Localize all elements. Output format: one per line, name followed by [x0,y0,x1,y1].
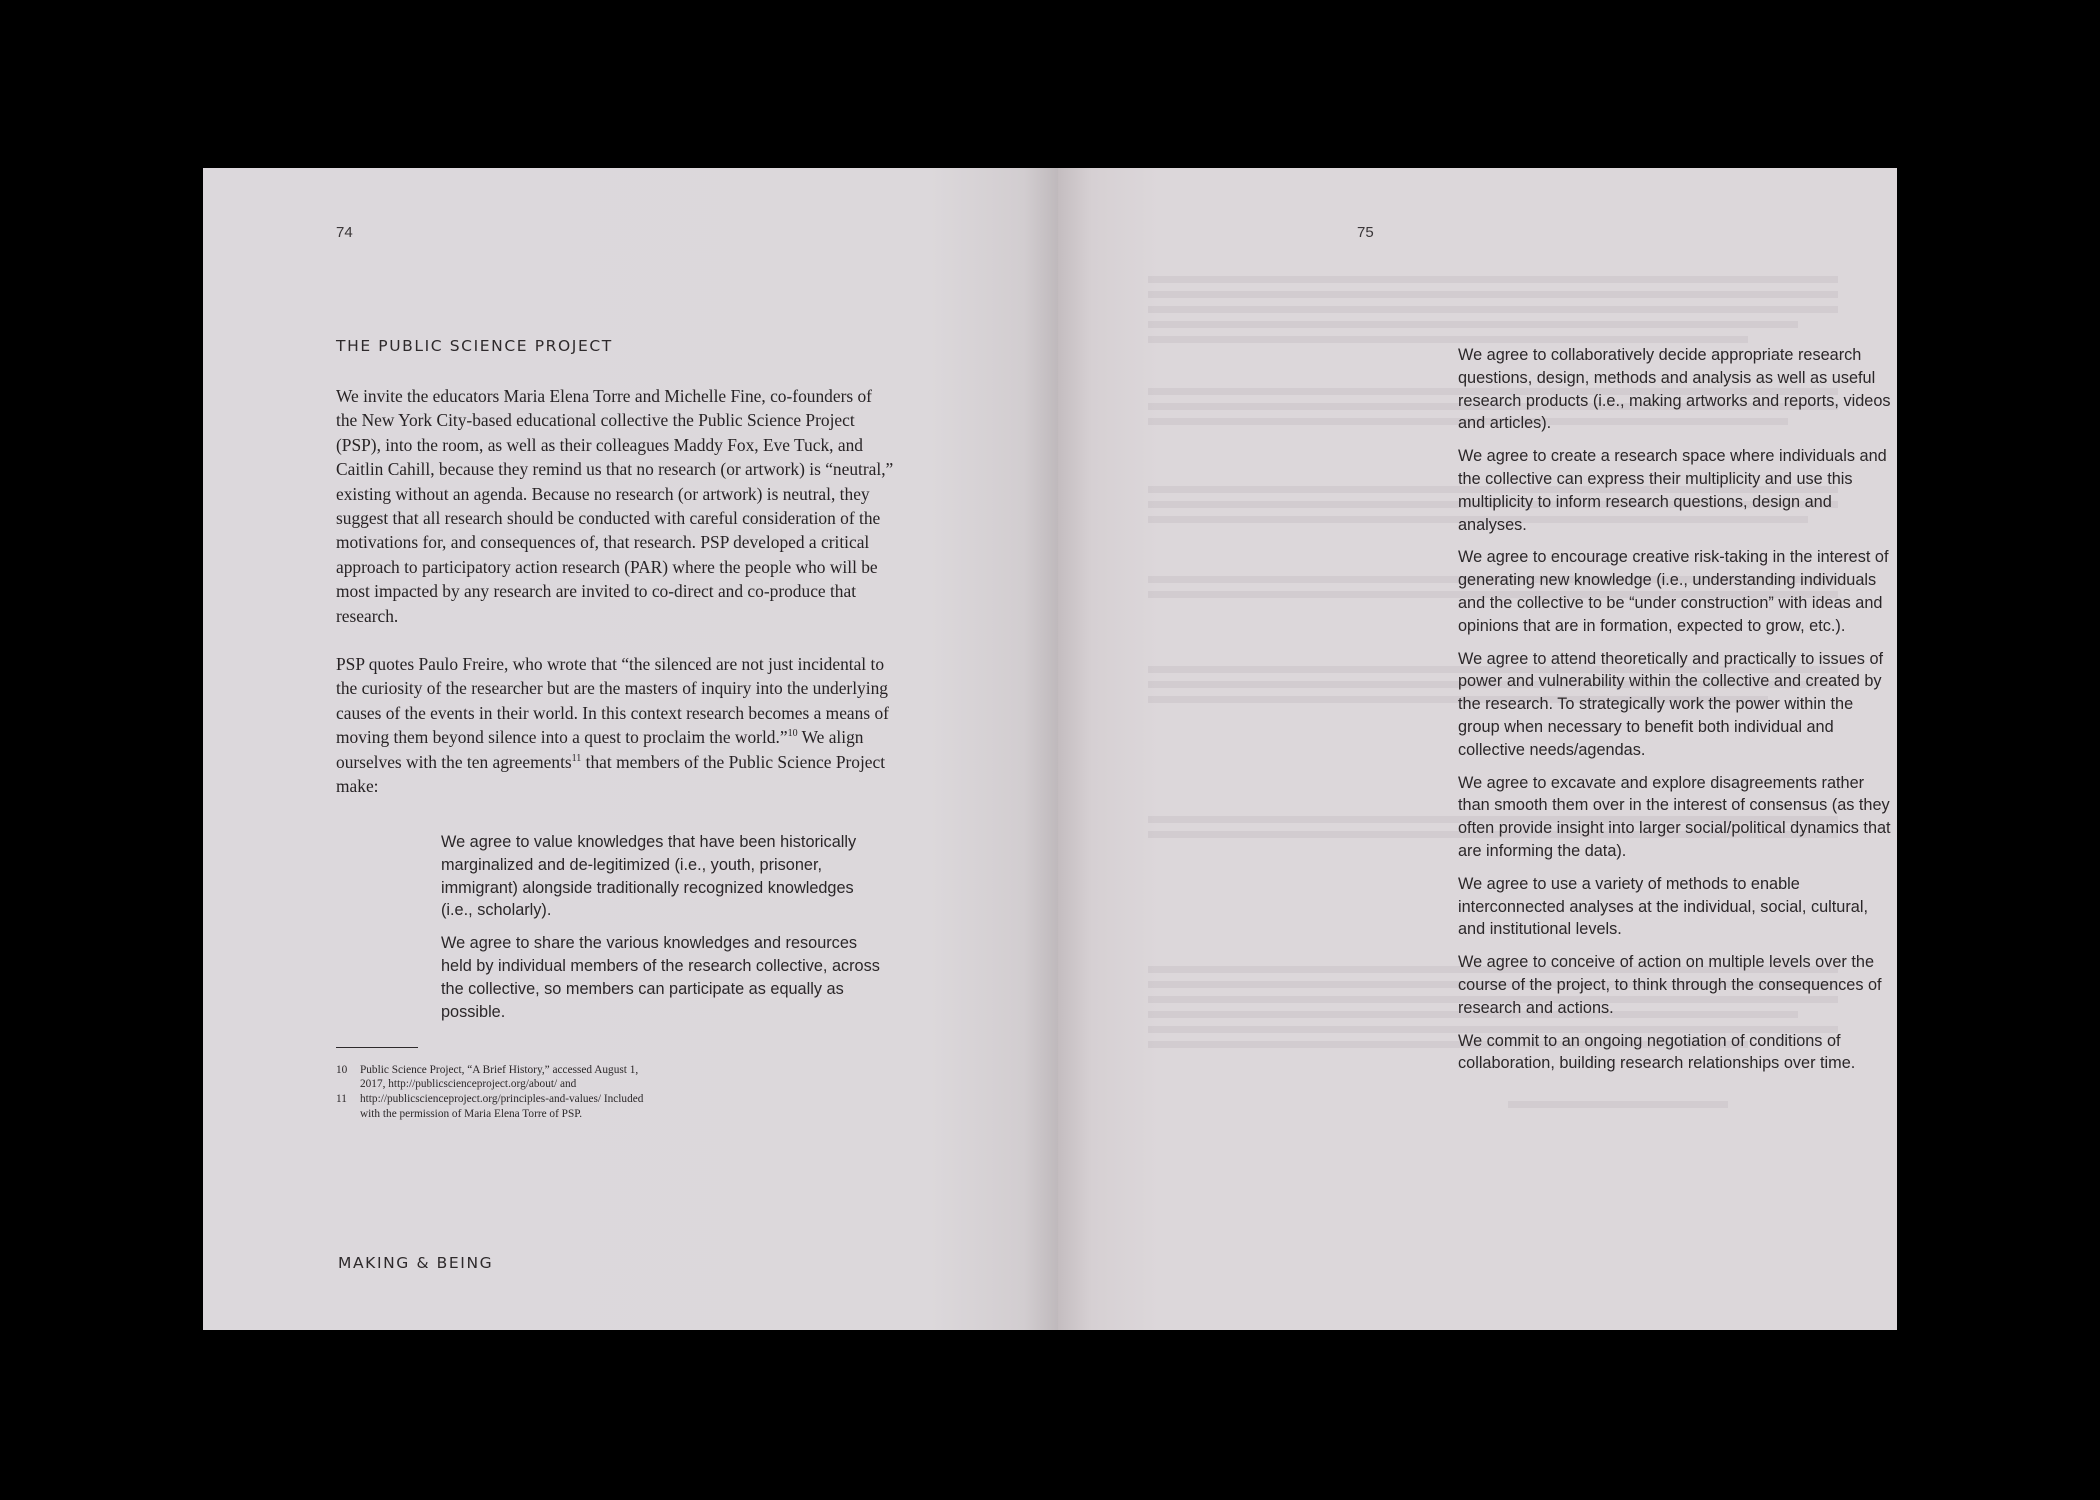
paragraph-text: We align ourselves with the ten agreements [336,727,864,772]
footnote-ref: 10 [787,728,798,740]
agreement-item: We agree to value knowledges that have been historically marginalized and de-legitimized (i.e., youth, prisoner, immigrant) alongside traditionally recognized knowledges (i.e., scholarly). [441,833,857,920]
page-number: 74 [336,224,353,241]
footnote-rule [336,1047,418,1048]
page-number: 75 [1357,224,1374,241]
book-title-footer: MAKING & BEING [338,1254,494,1272]
section-heading: THE PUBLIC SCIENCE PROJECT [336,337,613,355]
agreement-item: We commit to an ongoing negotiation of conditions of collaboration, building research relationships over time. [1458,1031,1856,1073]
paragraph-text: PSP quotes Paulo Freire, who wrote that “the silenced are not just incidental to the curiosity of the researcher but are the masters of inquiry into the underlying causes of the events in their world. In this context research becomes a means of moving them beyond silence into a quest to proclaim the world.” [336,654,889,748]
footnote-ref: 11 [571,752,582,764]
footnote-text: Public Science Project, “A Brief History,” accessed August 1, 2017, http://publicscienceproject.org/about/ and [360,1064,639,1091]
agreement-item: We agree to use a variety of methods to enable interconnected analyses at the individual, social, cultural, and institutional levels. [1458,874,1868,939]
left-page [203,168,1058,1330]
open-book-spread [203,168,1897,1330]
agreements-list [1458,344,1893,1085]
body-text [336,384,896,823]
paragraph [336,652,896,798]
agreement-item: We agree to share the various knowledges and resources held by individual members of the research collective, across the collective, so members can participate as equally as possible. [441,934,880,1021]
footnote-text: http://publicscienceproject.org/principles-and-values/ Included with the permission of Maria Elena Torre of PSP. [360,1093,644,1120]
paragraph-text: that members of the Public Science Project make: [336,751,886,797]
paragraph: We invite the educators Maria Elena Torre and Michelle Fine, co-founders of the New York City-based educational collective the Public Science Project (PSP), into the room, as well as their colleagues Maddy Fox, Eve Tuck, and Caitlin Cahill, because they remind us that no research (or artwork) is “neutral,” existing without an agenda. Because no research (or artwork) is neutral, they suggest that all research should be conducted with careful consideration of the motivations for, and consequences of, that research. PSP developed a critical approach to participatory action research (PAR) where the people who will be most impacted by any research are invited to co-direct and co-produce that research. [336,386,894,626]
agreement-item: We agree to conceive of action on multiple levels over the course of the project, to think through the consequences of research and actions. [1458,953,1882,1017]
agreement-item: We agree to collaboratively decide appropriate research questions, design, methods and analysis as well as useful research products (i.e., making artworks and reports, videos and articles). [1458,346,1891,433]
footnote [336,1092,656,1120]
footnotes [336,1063,656,1122]
right-page [1058,168,1897,1330]
agreement-item: We agree to create a research space where individuals and the collective can express their multiplicity and use this multiplicity to inform research questions, design and analyses. [1458,447,1887,534]
agreements-quote [441,831,881,1033]
footnote-number: 10 [336,1064,348,1076]
agreement-item: We agree to excavate and explore disagreements rather than smooth them over in the interest of consensus (as they often provide insight into larger social/political dynamics that are informing the data). [1458,773,1891,860]
footnote-number: 11 [336,1093,347,1106]
agreement-item: We agree to attend theoretically and practically to issues of power and vulnerability within the collective and created by the research. To strategically work the power within the group when necessary to benefit both individual and collective needs/agendas. [1458,649,1884,759]
footnote [336,1063,656,1091]
agreement-item: We agree to encourage creative risk-taking in the interest of generating new knowledge (i.e., understanding individuals and the collective to be “under construction” with ideas and opinions that are in formation, expected to grow, etc.). [1458,548,1889,635]
